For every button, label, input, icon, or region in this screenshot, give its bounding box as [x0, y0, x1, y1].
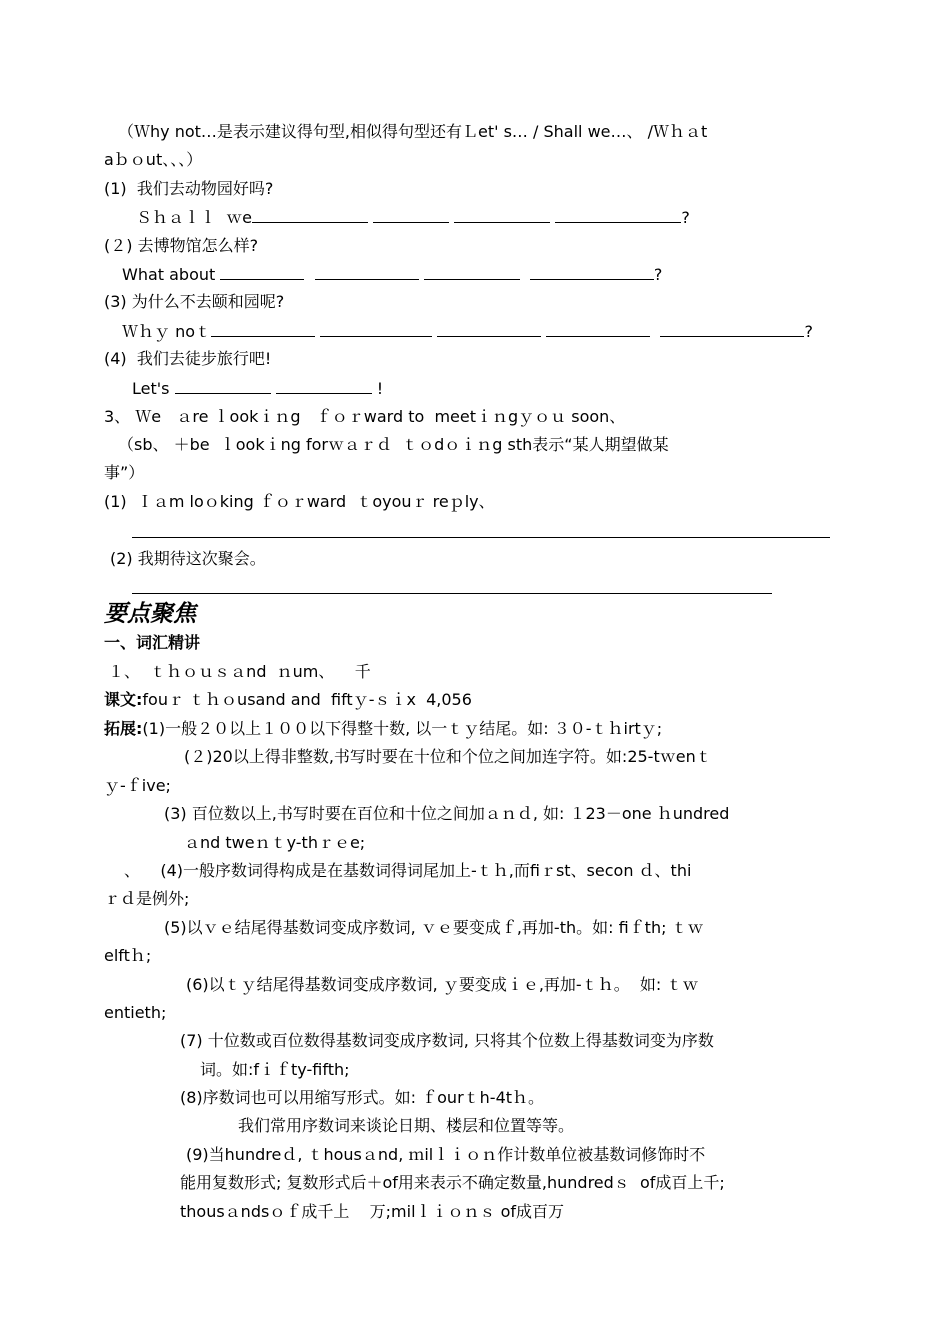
extension-9a: (9)当hundreｄ, ｔhousａnd, ｍilｌｉｏｎ作计数单位被基数词修饰时不: [186, 1145, 706, 1164]
answer-line-2: [132, 593, 772, 594]
q3-chinese: (3) 为什么不去颐和园呢?: [104, 292, 285, 311]
q1-english: Ｓｈａｌｌ ｗe ?: [136, 208, 690, 227]
extension-5a: (5)以ｖｅ结尾得基数词变成序数词, ｖｅ要变成ｆ,再加-th。如: fiｆth; ｔｗ: [164, 918, 704, 937]
extension-4a: 、 (4)一般序数词得构成是在基数词得词尾加上-ｔｈ,而fiｒst、secon ｄ、thi: [124, 861, 692, 880]
subheading-vocabulary: 一、词汇精讲: [104, 633, 201, 652]
item3-note-1: （sb、 ＋be ｌookｉng forｗａｒｄ ｔｏdｏｉｎg sth表示“某人期望做某: [118, 435, 669, 454]
extension-2a: (２)20以上得非整数,书写时要在十位和个位之间加连字符。如:25-tｗenｔ: [184, 747, 712, 766]
extension-9c: thousａndsｏｆ成千上 万;milｌｉｏｎｓ of成百万: [180, 1202, 565, 1221]
extension-6a: (6)以ｔｙ结尾得基数词变成序数词, ｙ要变成ｉｅ,再加-ｔｈ。 如: ｔｗ: [186, 975, 699, 994]
extension-8b: 我们常用序数词来谈论日期、楼层和位置等等。: [238, 1116, 575, 1135]
intro-line-2: aｂｏut、、、）: [104, 150, 203, 169]
extension-4b: ｒｄ是例外;: [104, 889, 190, 908]
item3-example-2: (2) 我期待这次聚会。: [110, 549, 266, 568]
extension-8a: (8)序数词也可以用缩写形式。如: ｆourｔh-4tｈ。: [180, 1088, 545, 1107]
extension-7b: 词。如:fｉｆty-fifth;: [200, 1060, 350, 1079]
q2-chinese: (２) 去博物馆怎么样?: [104, 236, 259, 255]
q3-english: Ｗｈｙ noｔ ?: [122, 322, 813, 341]
item3-title: 3、 Ｗe ａre ｌookｉｎg ｆｏｒward to meetｉｎgｙｏｕ soon、: [104, 407, 626, 426]
item3-note-2: 事”）: [104, 463, 145, 482]
extension-1: 拓展:(1)一般２０以上１００以下得整十数, 以一ｔｙ结尾。如: ３０-ｔｈirtｙ;: [104, 719, 663, 738]
vocab-word: １、 ｔｈｏｕｓａnd ｎum、 千: [108, 662, 371, 681]
text-example: 课文:fouｒ ｔｈｏusand and fiftｙ-ｓｉx 4,056: [104, 690, 472, 709]
section-heading: 要点聚焦: [104, 600, 196, 627]
q4-english: Let's !: [132, 379, 384, 398]
extension-2b: ｙ-ｆive;: [104, 776, 171, 795]
extension-3a: (3) 百位数以上,书写时要在百位和十位之间加ａｎｄ, 如: １23－one ｈundred: [164, 804, 730, 823]
q4-chinese: (4) 我们去徒步旅行吧!: [104, 349, 272, 368]
extension-9b: 能用复数形式; 复数形式后＋of用来表示不确定数量,hundredｓ of成百上千;: [180, 1173, 725, 1192]
q2-english: What about ?: [122, 265, 663, 284]
answer-line-1: [132, 537, 830, 538]
extension-5b: elftｈ;: [104, 946, 152, 965]
extension-6b: entieth;: [104, 1003, 167, 1022]
intro-line-1: （Ｗhy not…是表示建议得句型,相似得句型还有Ｌet' s… / Shall we…、 /Ｗｈａt: [118, 122, 708, 141]
extension-7a: (7) 十位数或百位数得基数词变成序数词, 只将其个位数上得基数词变为序数: [180, 1031, 714, 1050]
extension-3b: ａnd tweｎｔy-thｒｅe;: [184, 833, 366, 852]
item3-example-1: (1) Ｉａm loｏking ｆｏｒward ｔoyouｒ reｐly、: [104, 492, 495, 511]
q1-chinese: (1) 我们去动物园好吗?: [104, 179, 274, 198]
